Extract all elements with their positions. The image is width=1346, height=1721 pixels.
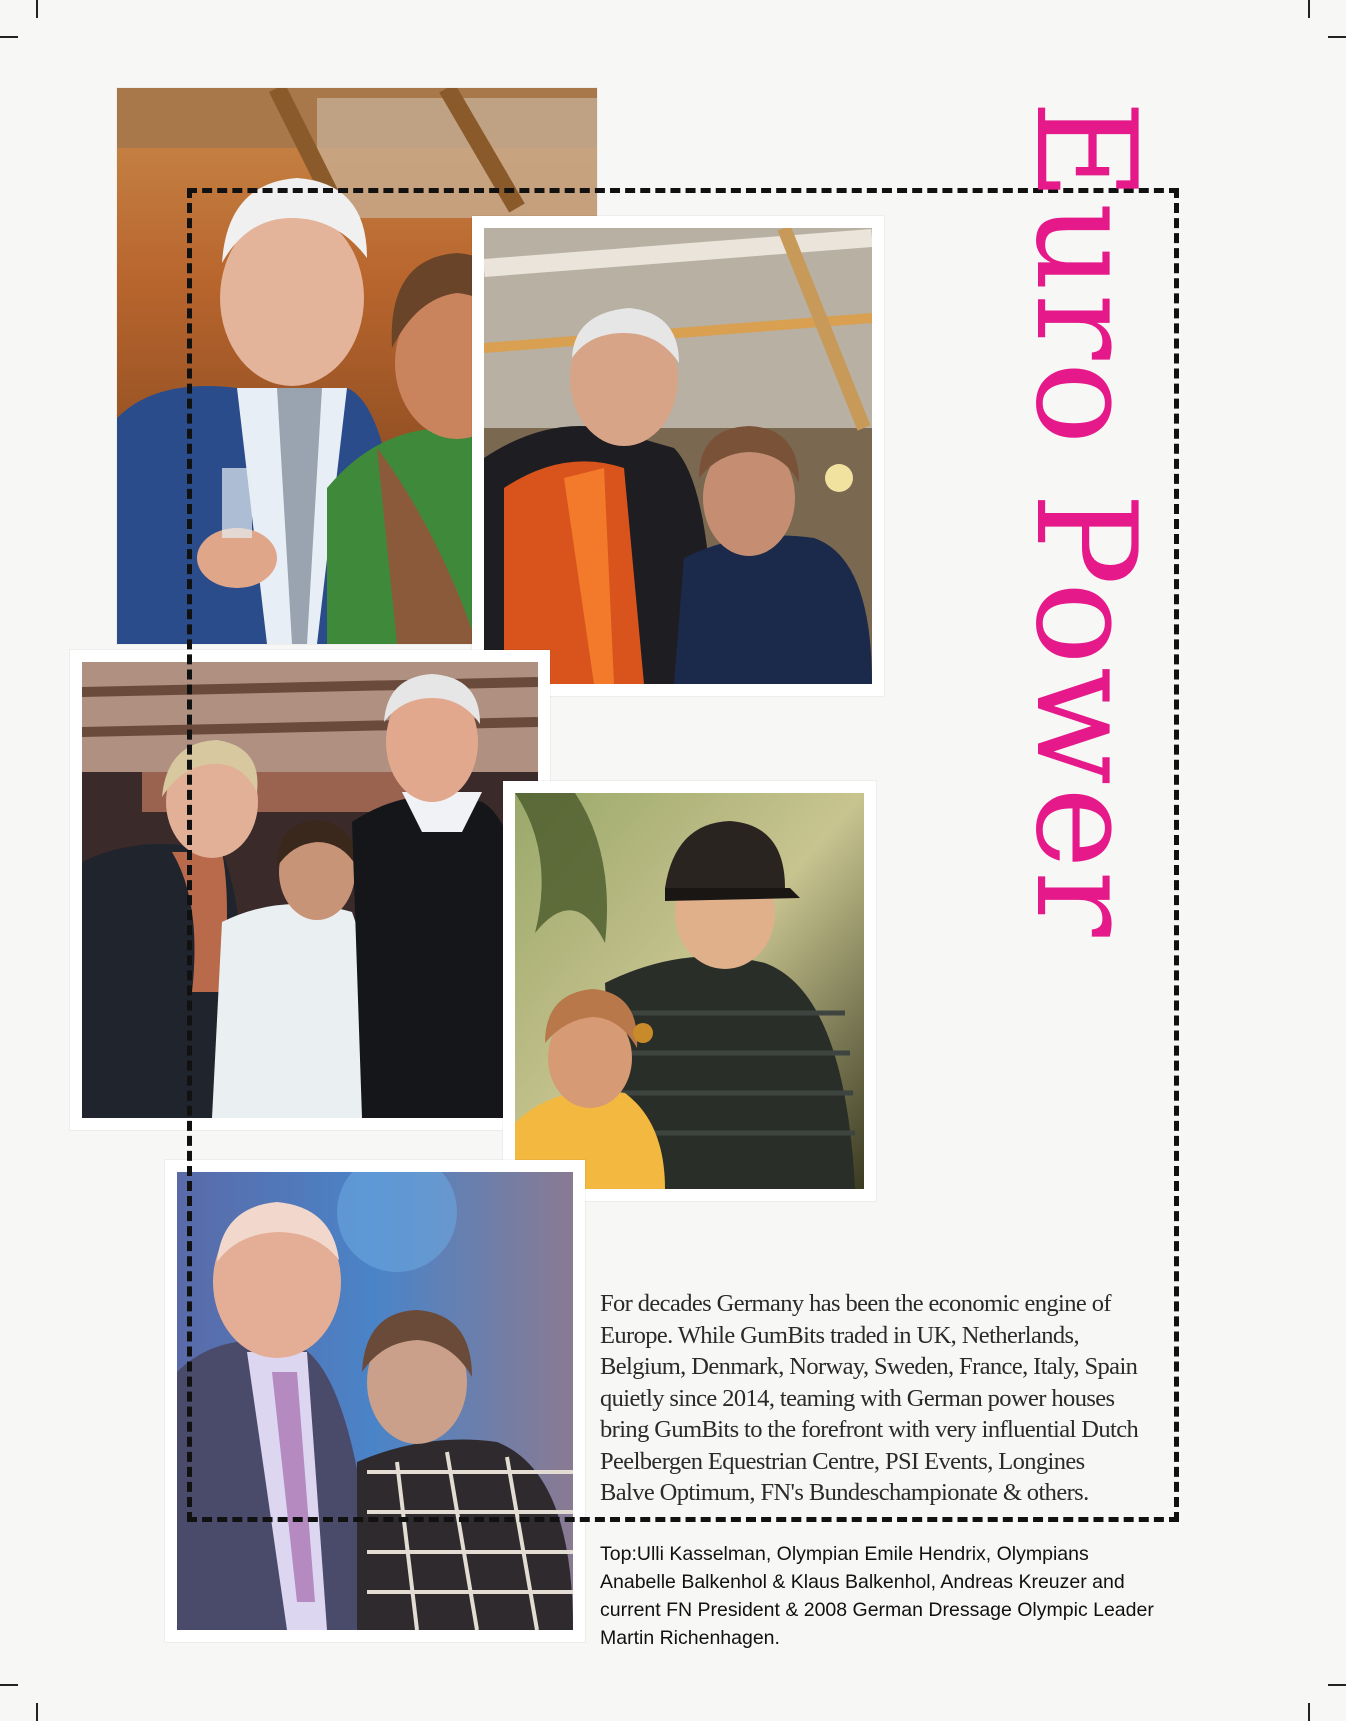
photo-2-image <box>484 228 872 684</box>
crop-mark-top-right-v <box>1308 0 1310 18</box>
photo-2 <box>472 216 884 696</box>
crop-mark-top-right-h <box>1328 36 1346 38</box>
page-title: Euro Power <box>1005 100 1166 939</box>
crop-mark-top-left-v <box>36 0 38 18</box>
crop-mark-bottom-right-h <box>1328 1684 1346 1686</box>
crop-mark-bottom-left-h <box>0 1684 18 1686</box>
crop-mark-bottom-right-v <box>1308 1703 1310 1721</box>
photo-4 <box>503 781 876 1201</box>
photo-3-image <box>82 662 538 1118</box>
title-euro-power <box>1005 100 1166 1210</box>
body-text: For decades Germany has been the economic engine of Europe. While GumBits traded in UK, Netherlands, Belgium, Denmark, Norway, Sweden, France, Italy, Spain quietly since 2014, teaming with German power houses bring GumBits to the forefront with very influential Dutch Peelbergen Equestrian Centre, PSI Events, Longines Balve Optimum, FN's Bundeschampionate & others. <box>600 1290 1139 1506</box>
photo-5 <box>165 1160 585 1642</box>
photo-caption: Top:Ulli Kasselman, Olympian Emile Hendrix, Olympians Anabelle Balkenhol & Klaus Balkenhol, Andreas Kreuzer and current FN President & 2008 German Dressage Olympic Leader Martin Richenhagen. <box>600 1543 1154 1649</box>
photo-4-image <box>515 793 864 1189</box>
crop-mark-top-left-h <box>0 36 18 38</box>
photo-3 <box>70 650 550 1130</box>
photo-5-image <box>177 1172 573 1630</box>
crop-mark-bottom-left-v <box>36 1703 38 1721</box>
